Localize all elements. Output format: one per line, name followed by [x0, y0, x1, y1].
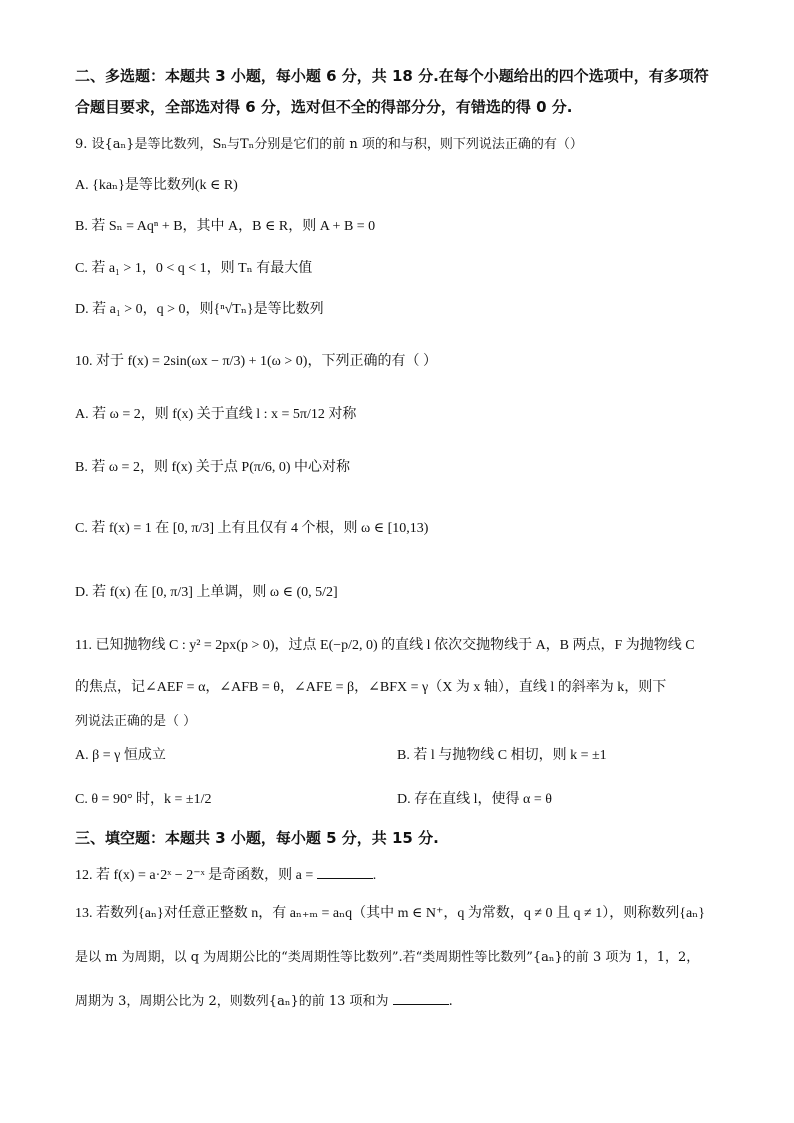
- q9-option-a: A. {kaₙ}是等比数列(k ∈ R): [75, 178, 238, 193]
- q11-option-a: A. β = γ 恒成立: [75, 748, 166, 763]
- q10-option-d: D. 若 f(x) 在 [0, π/3] 上单调，则 ω ∈ (0, 5/2]: [75, 585, 338, 600]
- q10-option-c: C. 若 f(x) = 1 在 [0, π/3] 上有且仅有 4 个根，则 ω ∈ [10,13): [75, 521, 429, 536]
- q13-answer-blank: [393, 992, 449, 1005]
- q12-question: [75, 866, 376, 885]
- q11-stem-line1: 11. 已知抛物线 C : y² = 2px(p > 0)，过点 E(−p/2, 0) 的直线 l 依次交抛物线于 A，B 两点，F 为抛物线 C: [75, 638, 695, 653]
- q13-line3-wrap: [75, 992, 453, 1010]
- q10-stem: 10. 对于 f(x) = 2sin(ωx − π/3) + 1(ω > 0)，下列正确的有（ ）: [75, 354, 437, 369]
- q11-stem-line2: 的焦点，记∠AEF = α，∠AFB = θ，∠AFE = β，∠BFX = γ（X 为 x 轴），直线 l 的斜率为 k，则下: [75, 680, 667, 695]
- q13-line2: 是以 m 为周期，以 q 为周期公比的“类周期性等比数列”.若“类周期性等比数列”{aₙ}的前 3 项为 1，1，2，: [75, 950, 700, 965]
- q10-option-b: B. 若 ω = 2，则 f(x) 关于点 P(π/6, 0) 中心对称: [75, 460, 351, 475]
- q13-line3: 周期为 3，周期公比为 2，则数列{aₙ}的前 13 项和为: [75, 994, 389, 1009]
- q10-option-a: A. 若 ω = 2，则 f(x) 关于直线 l : x = 5π/12 对称: [75, 407, 357, 422]
- q12-answer-blank: [317, 866, 373, 879]
- q11-option-b: B. 若 l 与抛物线 C 相切，则 k = ±1: [397, 748, 607, 763]
- q11-option-d: D. 存在直线 l，使得 α = θ: [397, 792, 552, 807]
- q9-option-d: D. 若 a₁ > 0，q > 0，则{ⁿ√Tₙ}是等比数列: [75, 302, 324, 317]
- section2-heading-line1: 二、多选题：本题共 3 小题，每小题 6 分，共 18 分.在每个小题给出的四个选项中，有多项符: [75, 67, 709, 85]
- q13-tail: .: [448, 994, 453, 1009]
- q9-option-b: B. 若 Sₙ = Aqⁿ + B，其中 A，B ∈ R，则 A + B = 0: [75, 219, 376, 234]
- section3-heading: 三、填空题：本题共 3 小题，每小题 5 分，共 15 分.: [75, 829, 439, 847]
- q9-option-c: C. 若 a₁ > 1，0 < q < 1，则 Tₙ 有最大值: [75, 261, 313, 276]
- q11-option-c: C. θ = 90° 时，k = ±1/2: [75, 792, 212, 807]
- q12-tail: .: [372, 868, 377, 883]
- q11-stem-line3: 列说法正确的是（ ）: [75, 714, 197, 729]
- section2-heading-line2: 合题目要求，全部选对得 6 分，选对但不全的得部分分，有错选的得 0 分.: [75, 98, 573, 116]
- q13-line1: 13. 若数列{aₙ}对任意正整数 n，有 aₙ₊ₘ = aₙq（其中 m ∈ N⁺，q 为常数，q ≠ 0 且 q ≠ 1），则称数列{aₙ}: [75, 906, 705, 921]
- q9-stem: 9. 设{aₙ}是等比数列，Sₙ与Tₙ分别是它们的前 n 项的和与积，则下列说法正确的有（）: [75, 137, 583, 152]
- q12-text: 12. 若 f(x) = a·2ˣ − 2⁻ˣ 是奇函数，则 a =: [75, 868, 314, 883]
